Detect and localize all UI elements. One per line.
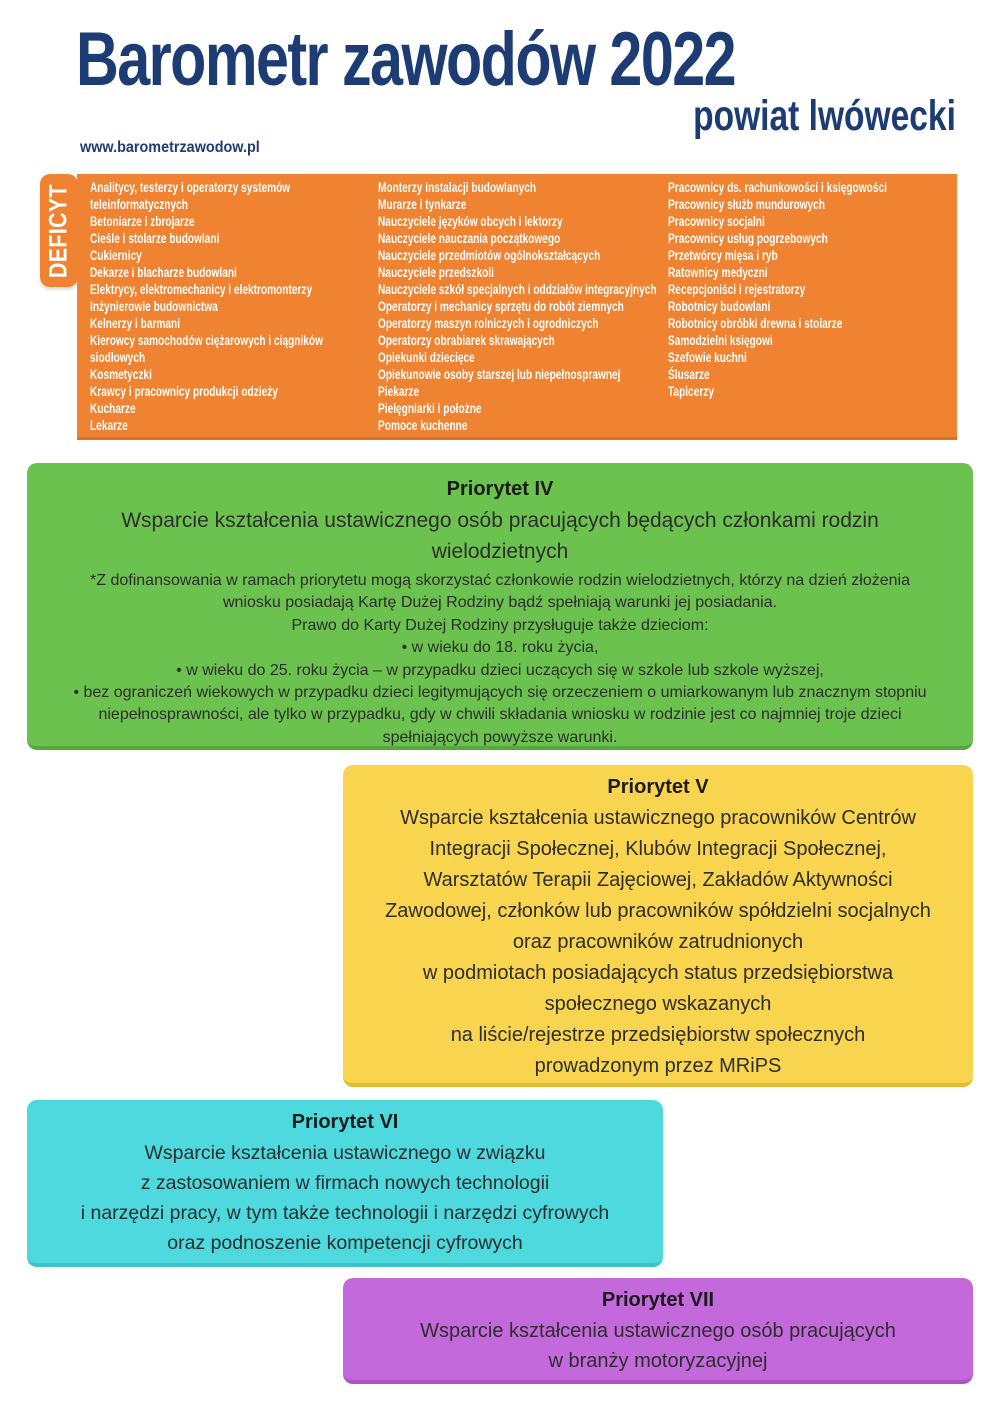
- deficit-column-2: [378, 179, 657, 434]
- occupation-item: Piekarze: [378, 384, 420, 399]
- occupation-item: Operatorzy obrabiarek skrawających: [378, 333, 555, 348]
- occupation-item: Betoniarze i zbrojarze: [90, 214, 195, 229]
- text-line: *Z dofinansowania w ramach priorytetu mogą skorzystać członkowie rodzin wielodzietnych, którzy na dzień złożenia: [90, 572, 910, 589]
- occupation-item: Pracownicy służb mundurowych: [668, 197, 825, 212]
- occupation-item: Lekarze: [90, 418, 128, 433]
- priority-6-body: [27, 1138, 663, 1258]
- priority-5-body: [343, 803, 973, 1082]
- text-line: • w wieku do 18. roku życia,: [401, 639, 599, 657]
- occupation-item: Przetwórcy mięsa i ryb: [668, 248, 778, 263]
- occupation-item: Samodzielni księgowi: [668, 333, 773, 348]
- text-line: • bez ograniczeń wiekowych w przypadku dzieci legitymujących się orzeczeniem o umiarkowanym lub znacznym stopniu: [73, 684, 927, 702]
- occupation-item: Operatorzy i mechanicy sprzętu do robót ziemnych: [378, 299, 624, 314]
- occupation-item: Nauczyciele szkół specjalnych i oddziałów integracyjnych: [378, 282, 657, 297]
- text-line: spełniających powyższe warunki.: [382, 728, 618, 746]
- occupation-item: teleinformatycznych: [90, 197, 188, 212]
- text-line: Wsparcie kształcenia ustawicznego osób pracujących będących członkami rodzin: [121, 509, 879, 532]
- occupation-item: Ratownicy medyczni: [668, 265, 768, 280]
- occupation-item: Monterzy instalacji budowlanych: [378, 180, 537, 195]
- text-line: oraz pracowników zatrudnionych: [512, 931, 804, 953]
- occupation-item: Pracownicy usług pogrzebowych: [668, 231, 828, 246]
- deficit-tab: [40, 174, 78, 287]
- occupation-item: Nauczyciele języków obcych i lektorzy: [378, 214, 563, 229]
- occupation-item: Robotnicy obróbki drewna i stolarze: [668, 316, 843, 331]
- text-line: z zastosowaniem w firmach nowych technologii: [140, 1172, 550, 1194]
- priority-6-box: [27, 1100, 663, 1267]
- text-line: prowadzonym przez MRiPS: [534, 1055, 782, 1077]
- occupation-item: Cukiernicy: [90, 248, 142, 263]
- region-subtitle: powiat lwówecki: [693, 92, 956, 140]
- occupation-item: Pracownicy socjalni: [668, 214, 765, 229]
- deficit-label: DEFICYT: [44, 183, 73, 278]
- text-line: Warsztatów Terapii Zajęciowej, Zakładów Aktywności: [423, 869, 893, 891]
- text-line: na liście/rejestrze przedsiębiorstw społecznych: [450, 1024, 866, 1046]
- priority-7-box: [343, 1278, 973, 1384]
- occupation-item: Pomoce kuchenne: [378, 418, 468, 433]
- text-line: Wsparcie kształcenia ustawicznego pracowników Centrów: [400, 807, 916, 829]
- occupation-item: Ślusarze: [668, 367, 710, 382]
- priority-4-title: Priorytet IV: [446, 478, 554, 500]
- occupation-item: Inżynierowie budownictwa: [90, 299, 218, 314]
- occupation-item: Dekarze i blacharze budowlani: [90, 265, 237, 280]
- occupation-item: Kierowcy samochodów ciężarowych i ciągników: [90, 333, 323, 348]
- deficit-column-1: [90, 179, 323, 434]
- poster-title: Barometr zawodów 2022: [76, 17, 736, 102]
- occupation-item: Kelnerzy i barmani: [90, 316, 181, 331]
- priority-6-title: Priorytet VI: [291, 1111, 399, 1133]
- occupation-item: Nauczyciele nauczania początkowego: [378, 231, 561, 246]
- text-line: Zawodowej, członków lub pracowników spółdzielni socjalnych: [385, 900, 931, 922]
- occupation-item: Opiekunki dziecięce: [378, 350, 475, 365]
- occupation-item: Nauczyciele przedmiotów ogólnokształcących: [378, 248, 601, 263]
- text-line: społecznego wskazanych: [544, 993, 772, 1015]
- text-line: w branży motoryzacyjnej: [548, 1350, 768, 1372]
- priority-4-box: [27, 463, 973, 750]
- text-line: w podmiotach posiadających status przedsiębiorstwa: [422, 962, 894, 984]
- occupation-item: Tapicerzy: [668, 384, 714, 399]
- priority-7-title: Priorytet VII: [601, 1289, 715, 1311]
- occupation-item: Operatorzy maszyn rolniczych i ogrodniczych: [378, 316, 599, 331]
- occupation-item: Kucharze: [90, 401, 136, 416]
- occupation-item: Analitycy, testerzy i operatorzy systemów: [90, 180, 291, 195]
- occupation-item: Robotnicy budowlani: [668, 299, 771, 314]
- text-line: wniosku posiadają Kartę Dużej Rodziny bądź spełniają warunki jej posiadania.: [222, 594, 778, 612]
- occupation-item: Szefowie kuchni: [668, 350, 747, 365]
- priority-5-title: Priorytet V: [607, 776, 709, 798]
- website-url: www.barometrzawodow.pl: [80, 139, 260, 156]
- occupation-item: Cieśle i stolarze budowlani: [90, 231, 220, 246]
- occupation-item: Nauczyciele przedszkoli: [378, 265, 494, 280]
- occupation-item: Kosmetyczki: [90, 367, 152, 382]
- priority-5-box: [343, 765, 973, 1087]
- text-line: i narzędzi pracy, w tym także technologii i narzędzi cyfrowych: [80, 1202, 610, 1224]
- occupation-item: Pracownicy ds. rachunkowości i księgowości: [668, 180, 887, 195]
- occupation-item: Opiekunowie osoby starszej lub niepełnosprawnej: [378, 367, 621, 382]
- deficit-column-3: [668, 179, 887, 400]
- priority-4-body: [27, 570, 973, 749]
- text-line: • w wieku do 25. roku życia – w przypadku dzieci uczących się w szkole lub szkole wyższej,: [176, 661, 824, 679]
- text-line: Prawo do Karty Dużej Rodziny przysługuje także dzieciom:: [291, 616, 709, 634]
- occupation-item: Murarze i tynkarze: [378, 197, 467, 212]
- priority-4-subtitle: [27, 505, 973, 567]
- occupation-item: Pielęgniarki i położne: [378, 401, 482, 416]
- text-line: niepełnosprawności, ale tylko w przypadku, gdy w chwili składania wniosku w rodzinie jest co najmniej troje dzieci: [98, 706, 902, 724]
- text-line: wielodzietnych: [431, 540, 569, 563]
- occupation-item: Krawcy i pracownicy produkcji odzieży: [90, 384, 278, 399]
- deficit-occupations-panel: [77, 174, 957, 440]
- text-line: oraz podnoszenie kompetencji cyfrowych: [167, 1232, 523, 1254]
- occupation-item: Elektrycy, elektromechanicy i elektromonterzy: [90, 282, 313, 297]
- occupation-item: Recepcjoniści i rejestratorzy: [668, 282, 806, 297]
- occupation-item: siodłowych: [90, 350, 146, 365]
- text-line: Integracji Społecznej, Klubów Integracji Społecznej,: [429, 838, 887, 860]
- text-line: Wsparcie kształcenia ustawicznego osób pracujących: [420, 1320, 896, 1342]
- text-line: Wsparcie kształcenia ustawicznego w związku: [144, 1142, 546, 1164]
- priority-7-body: [343, 1316, 973, 1376]
